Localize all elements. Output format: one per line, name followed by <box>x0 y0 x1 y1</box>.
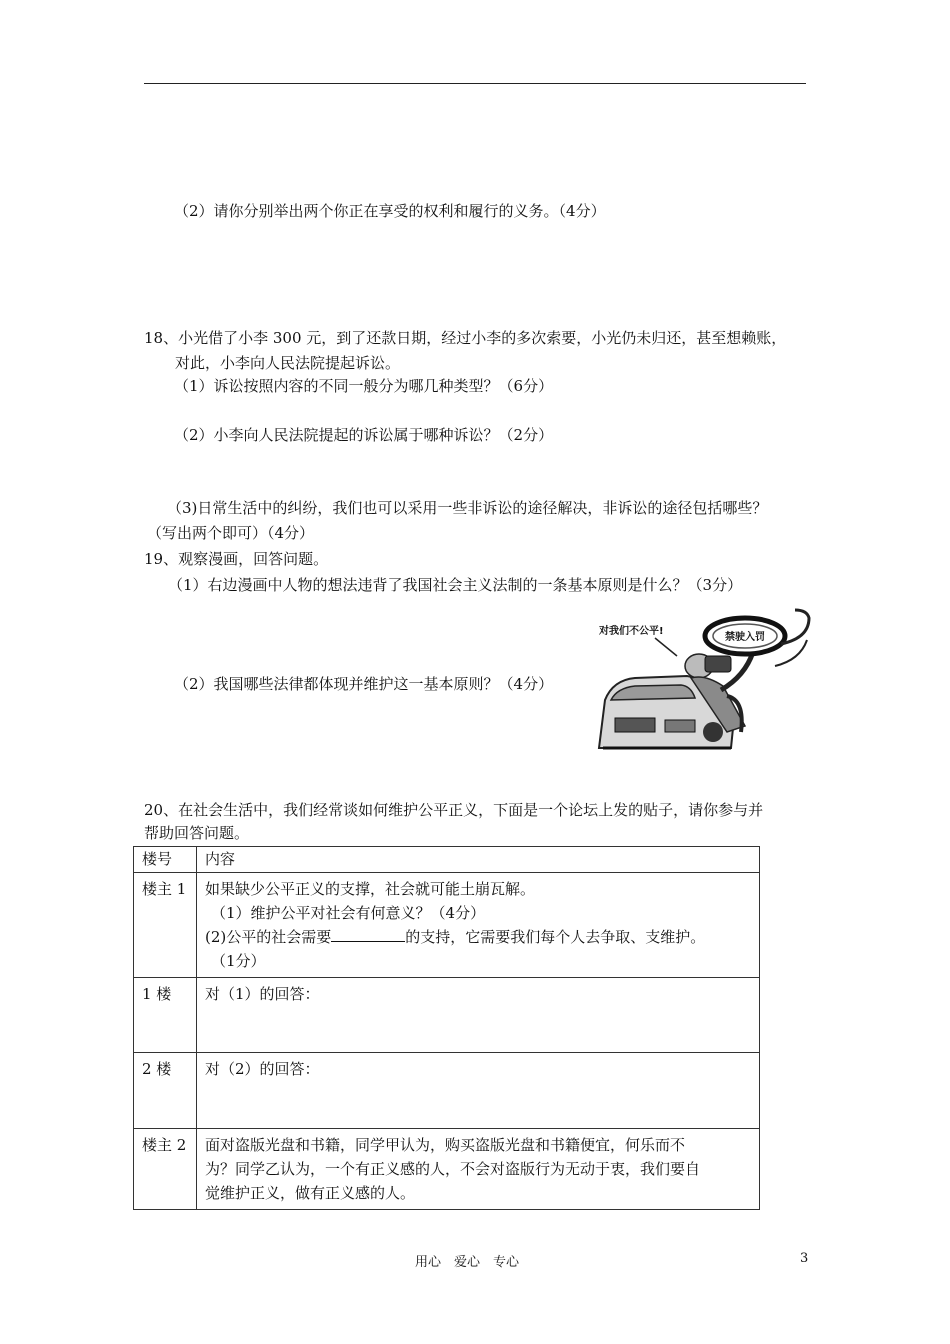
table-row-op1 <box>134 873 760 978</box>
op1-line1: 如果缺少公平正义的支撑，社会就可能土崩瓦解。 <box>205 880 536 898</box>
q18-part3-line1: （3)日常生活中的纠纷，我们也可以采用一些非诉讼的途径解决，非诉讼的途径包括哪些？ <box>167 499 768 517</box>
floor1-content: 对（1）的回答： <box>197 978 760 1053</box>
op1-line2: （1）维护公平对社会有何意义？（4分） <box>211 904 486 922</box>
op1-line3-before: (2)公平的社会需要 <box>205 928 332 946</box>
op1-line4: （1分） <box>211 952 266 970</box>
q20-stem-line2: 帮助回答问题。 <box>144 824 250 842</box>
cartoon-sign-text: 禁驶入罚 <box>725 632 765 643</box>
floor2-content: 对（2）的回答： <box>197 1053 760 1129</box>
q18-stem-line2: 对此，小李向人民法院提起诉讼。 <box>175 354 401 372</box>
q20-stem-line1: 20、在社会生活中，我们经常谈如何维护公平正义，下面是一个论坛上发的贴子，请你参与并 <box>144 801 764 819</box>
op2-line3: 觉维护正义，做有正义感的人。 <box>205 1184 416 1202</box>
floor1-floor: 1 楼 <box>134 978 197 1053</box>
answer-blank <box>331 927 405 942</box>
q18-stem-line1: 18、小光借了小李 300 元，到了还款日期，经过小李的多次索要，小光仍未归还，甚至想赖账， <box>144 329 787 347</box>
q19-part2: （2）我国哪些法律都体现并维护这一基本原则？（4分） <box>174 675 554 693</box>
op1-floor: 楼主 1 <box>134 873 197 978</box>
op1-line3-after: 的支持，它需要我们每个人去争取、支维护。 <box>405 928 706 946</box>
q17-part2: （2）请你分别举出两个你正在享受的权利和履行的义务。（4分） <box>174 202 606 220</box>
op2-floor: 楼主 2 <box>134 1129 197 1210</box>
q18-part1: （1）诉讼按照内容的不同一般分为哪几种类型？（6分） <box>174 377 554 395</box>
q18-part2: （2）小李向人民法院提起的诉讼属于哪种诉讼？（2分） <box>174 426 554 444</box>
page-number: 3 <box>800 1251 809 1266</box>
op1-line3 <box>205 925 751 949</box>
cartoon-speech-text: 对我们不公平! <box>599 626 664 637</box>
op1-content <box>197 873 760 978</box>
forum-table <box>133 846 760 1210</box>
op2-line1: 面对盗版光盘和书籍，同学甲认为，购买盗版光盘和书籍便宜，何乐而不 <box>205 1136 686 1154</box>
floor2-floor: 2 楼 <box>134 1053 197 1129</box>
q19-part1: （1）右边漫画中人物的想法违背了我国社会主义法制的一条基本原则是什么？（3分） <box>168 576 743 594</box>
header-floor: 楼号 <box>134 847 197 873</box>
footer-slogan: 用心 爱心 专心 <box>415 1255 520 1270</box>
table-row-floor2 <box>134 1053 760 1129</box>
header-content: 内容 <box>197 847 760 873</box>
q18-part3-line2: （写出两个即可）（4分） <box>147 524 315 542</box>
table-row-op2 <box>134 1129 760 1210</box>
table-header-row <box>134 847 760 873</box>
op2-line2: 为？同学乙认为，一个有正义感的人，不会对盗版行为无动于衷，我们要自 <box>205 1160 701 1178</box>
table-row-floor1 <box>134 978 760 1053</box>
header-rule <box>144 83 806 84</box>
op2-content <box>197 1129 760 1210</box>
cartoon-illustration <box>595 608 815 758</box>
q19-stem: 19、观察漫画，回答问题。 <box>144 550 329 568</box>
